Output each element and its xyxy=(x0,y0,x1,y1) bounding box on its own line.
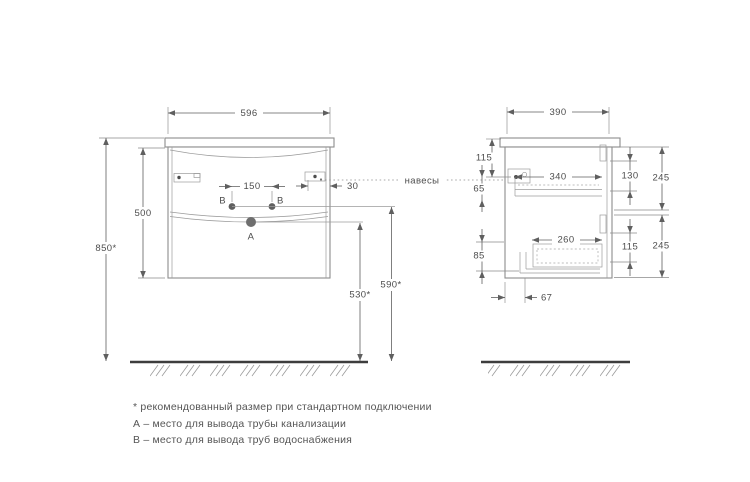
svg-text:340: 340 xyxy=(549,171,567,183)
dim-bottom-section xyxy=(649,215,673,278)
front-view xyxy=(92,107,405,377)
svg-text:85: 85 xyxy=(473,250,485,262)
floor-side xyxy=(481,362,630,377)
svg-text:530*: 530* xyxy=(349,289,371,301)
floor-front xyxy=(130,362,368,377)
dim-install-height xyxy=(92,138,164,361)
dim-top-drawer-front xyxy=(620,147,640,205)
svg-text:390: 390 xyxy=(549,107,567,119)
note-water-outlet: В – место для вывода труб водоснабжения xyxy=(133,434,353,446)
svg-text:245: 245 xyxy=(652,172,670,184)
front-cabinet-body xyxy=(168,147,330,278)
svg-text:150: 150 xyxy=(243,181,261,193)
drain-outlet-a xyxy=(246,217,256,227)
svg-text:67: 67 xyxy=(541,292,553,304)
side-countertop xyxy=(500,138,620,147)
svg-text:260: 260 xyxy=(557,234,575,246)
svg-text:115: 115 xyxy=(475,152,493,164)
svg-text:596: 596 xyxy=(240,108,258,120)
dim-supply-height xyxy=(377,207,405,361)
footnotes xyxy=(133,399,432,449)
hangers-label: навесы xyxy=(404,175,440,187)
dim-hanger-drop xyxy=(470,165,488,212)
dim-bottom-drawer-front xyxy=(620,219,640,276)
svg-text:65: 65 xyxy=(473,183,485,195)
svg-text:130: 130 xyxy=(621,170,639,182)
dim-front-width xyxy=(168,107,330,134)
svg-text:245: 245 xyxy=(652,240,670,252)
label-b-right: B xyxy=(277,195,284,207)
dim-top-section xyxy=(649,147,673,210)
svg-text:590*: 590* xyxy=(380,279,402,291)
side-cabinet-body xyxy=(505,147,612,278)
side-view xyxy=(470,106,673,377)
dim-front-height xyxy=(132,148,165,278)
label-b-left: B xyxy=(219,195,226,207)
dim-pipe-offset xyxy=(491,278,552,304)
svg-text:30: 30 xyxy=(347,181,359,193)
svg-text:115: 115 xyxy=(621,241,639,253)
label-a: A xyxy=(247,231,255,243)
dim-drain-height xyxy=(346,223,374,361)
svg-text:850*: 850* xyxy=(95,243,117,255)
svg-text:500: 500 xyxy=(134,208,152,220)
front-countertop xyxy=(165,138,334,147)
note-recommended-size: * рекомендованный размер при стандартном подключении xyxy=(133,401,432,413)
dim-depth xyxy=(507,106,609,134)
right-extension-lines xyxy=(610,147,669,278)
note-drain-outlet: А – место для вывода трубы канализации xyxy=(133,417,347,430)
